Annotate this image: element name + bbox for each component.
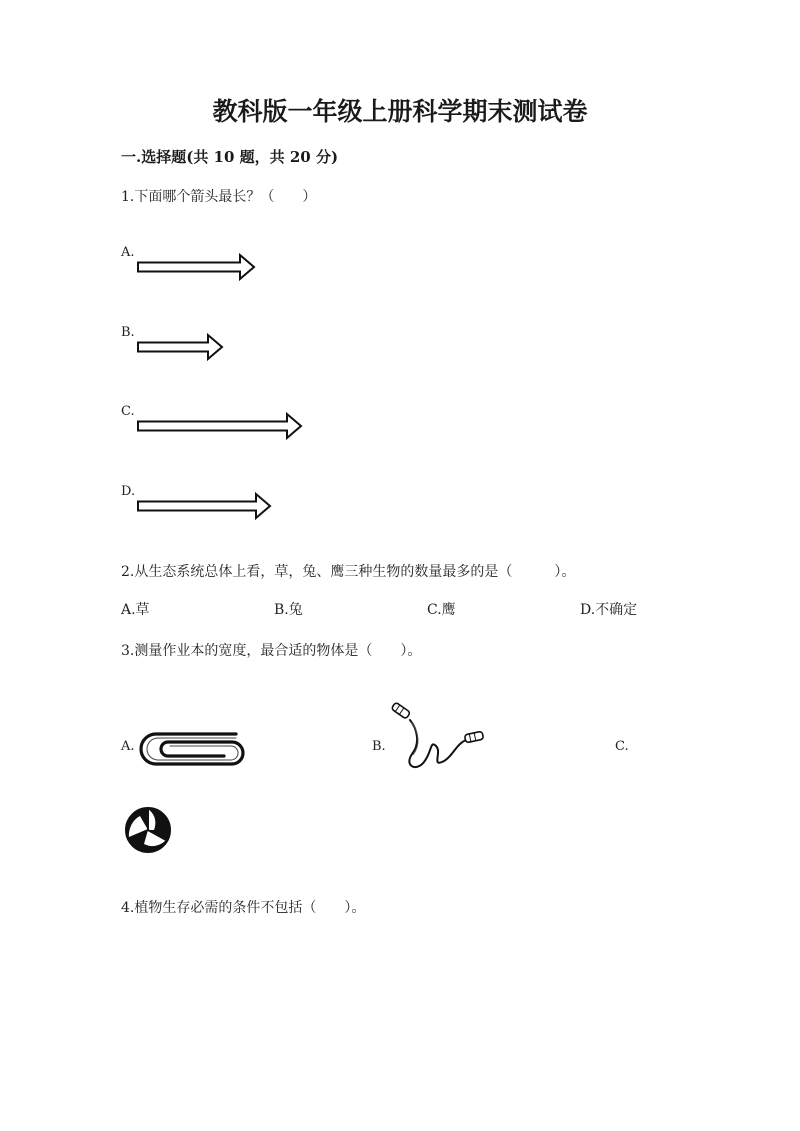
q1-option-d-label: D. (121, 484, 136, 499)
question-4: 4.植物生存必需的条件不包括（ ）。 (121, 900, 366, 916)
volleyball-icon (124, 806, 172, 854)
q3-option-a-label: A. (121, 739, 135, 754)
q1-option-a-label: A. (121, 245, 135, 260)
q3-option-c-label: C. (615, 739, 629, 754)
arrow-c-icon (138, 413, 304, 439)
question-2: 2.从生态系统总体上看，草，兔、鹰三种生物的数量最多的是（ ）。 (121, 564, 576, 580)
paperclip-icon (138, 730, 250, 770)
q2-option-c: C.鹰 (427, 602, 456, 618)
q1-option-b-label: B. (121, 325, 135, 340)
question-1: 1.下面哪个箭头最长？（ ） (121, 189, 317, 205)
jump-rope-icon (388, 700, 488, 774)
q3-option-b-label: B. (372, 739, 386, 754)
section-heading: 一.选择题(共 10 题，共 20 分) (121, 148, 339, 166)
q2-option-b: B.兔 (274, 602, 303, 618)
q1-option-c-label: C. (121, 404, 135, 419)
q2-option-d: D.不确定 (580, 602, 638, 618)
q2-option-a: A.草 (121, 602, 150, 618)
arrow-d-icon (138, 493, 274, 519)
question-3: 3.测量作业本的宽度，最合适的物体是（ ）。 (121, 643, 422, 659)
arrow-a-icon (138, 254, 256, 280)
arrow-b-icon (138, 334, 226, 360)
page-title: 教科版一年级上册科学期末测试卷 (212, 97, 588, 126)
